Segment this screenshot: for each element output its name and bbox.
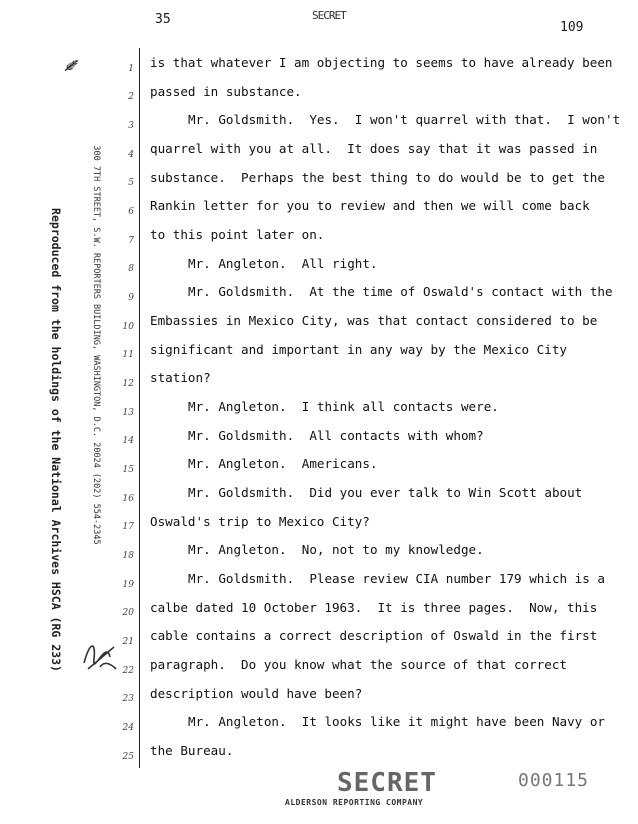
transcript-line: Mr. Goldsmith. Please review CIA number 179 which is a [188,571,606,586]
transcript-line: Mr. Angleton. All right. [188,256,378,271]
transcript-line: Mr. Goldsmith. At the time of Oswald's contact with the [188,284,613,299]
transcript-line: description would have been? [150,686,363,701]
line-number: 17 [122,522,134,532]
line-number: 12 [122,379,134,389]
line-number: 8 [128,264,134,274]
transcript-line: Oswald's trip to Mexico City? [150,514,370,529]
transcript-line: quarrel with you at all. It does say that it was passed in [150,141,598,156]
handwritten-mark-icon: ⸙ [58,48,86,82]
line-number: 4 [128,150,134,160]
transcript-line: paragraph. Do you know what the source of that correct [150,657,568,672]
transcript-line: calbe dated 10 October 1963. It is three pages. Now, this [150,600,598,615]
line-number: 9 [128,293,134,303]
transcript-line: substance. Perhaps the best thing to do would be to get the [150,170,605,185]
line-number: 18 [122,551,134,561]
transcript-line: the Bureau. [150,743,234,758]
classification-stamp: SECRET [337,768,437,798]
transcript-line: to this point later on. [150,227,325,242]
transcript-line: Mr. Angleton. No, not to my knowledge. [188,542,484,557]
page-number-left: 35 [155,12,171,27]
transcript-line: significant and important in any way by the Mexico City [150,342,568,357]
line-number: 16 [122,494,134,504]
line-number: 11 [122,350,134,360]
line-number: 23 [122,694,134,704]
document-number: 000115 [518,770,590,791]
line-number: 25 [122,752,134,762]
transcript-line: station? [150,370,211,385]
transcript-line: Mr. Angleton. It looks like it might have been Navy or [188,714,606,729]
line-number: 6 [128,207,134,217]
transcript-line: Embassies in Mexico City, was that contact considered to be [150,313,598,328]
line-number: 22 [122,666,134,676]
line-number: 19 [122,580,134,590]
transcript-line: Mr. Angleton. Americans. [188,456,378,471]
transcript-line: Mr. Angleton. I think all contacts were. [188,399,499,414]
line-number: 14 [122,436,134,446]
transcript-line: passed in substance. [150,84,302,99]
transcript-line: Rankin letter for you to review and then we will come back [150,198,590,213]
line-number: 20 [122,608,134,618]
margin-rule [139,48,140,768]
transcript-page: 35 SECRET 109 ⸙ Reproduced from the holdings of the National Archives HSCA (RG 233) 300 7TH STREET, S.W. REPORTERS BUILDING, WASHINGTON, D.C. 20024 (202) 554-2345 1 is that whatever I am objecting to seems to have already been 2 passed in substance. 3 Mr. Goldsmith. Yes. I won't quarrel with that. I won't 4 quarrel with you at all. It does say that it was passed in 5 substance. Perhaps the best thing to do would be to get the 6 Rankin letter for you to review and then we will come back 7 to this point later on. 8 Mr. Angleton. All right. 9 Mr. Goldsmith. At the time of Oswald's contact with the 10 Embassies in Mexico City, was that contact considered to be 11 significant and important in any way by the Mexico City 12 station? 13 Mr. Angleton. I think all contacts were. 14 Mr. Goldsmith. All contacts with whom? 15 Mr. Angleton. Americans. 16 Mr. Goldsmith. Did you ever talk to Win Scott about 17 Oswald's trip to Mexico City? 18 Mr. Angleton. No, not to my knowledge. 19 Mr. Goldsmith. Please review CIA number 179 which is a 20 calbe dated 10 October 1963. It is three pages. Now, this 21 cable contains a correct description of Oswald in the first 22 paragraph. Do you know what the source of that correct 23 description would have been? 24 Mr. Angleton. It looks like it might have been Navy or 25 the Bureau. SECRET 000115 ALDERSON REPORTING COMPANY [0,0,638,824]
line-number: 2 [128,92,134,102]
line-number: 15 [122,465,134,475]
page-number-right: 109 [560,20,584,35]
line-number: 10 [122,322,134,332]
reporting-company: ALDERSON REPORTING COMPANY [285,798,424,807]
line-number: 1 [128,64,134,74]
line-number: 7 [128,236,134,246]
line-number: 21 [122,637,134,647]
transcript-line: is that whatever I am objecting to seems to have already been [150,55,613,70]
line-number: 13 [122,408,134,418]
transcript-line: Mr. Goldsmith. All contacts with whom? [188,428,484,443]
transcript-line: Mr. Goldsmith. Did you ever talk to Win Scott about [188,485,583,500]
line-number: 5 [128,178,134,188]
header-stamp: SECRET [312,9,346,22]
line-number: 3 [128,121,134,131]
line-number: 24 [122,723,134,733]
transcript-line: Mr. Goldsmith. Yes. I won't quarrel with that. I won't [188,112,621,127]
transcript-line: cable contains a correct description of Oswald in the first [150,628,598,643]
